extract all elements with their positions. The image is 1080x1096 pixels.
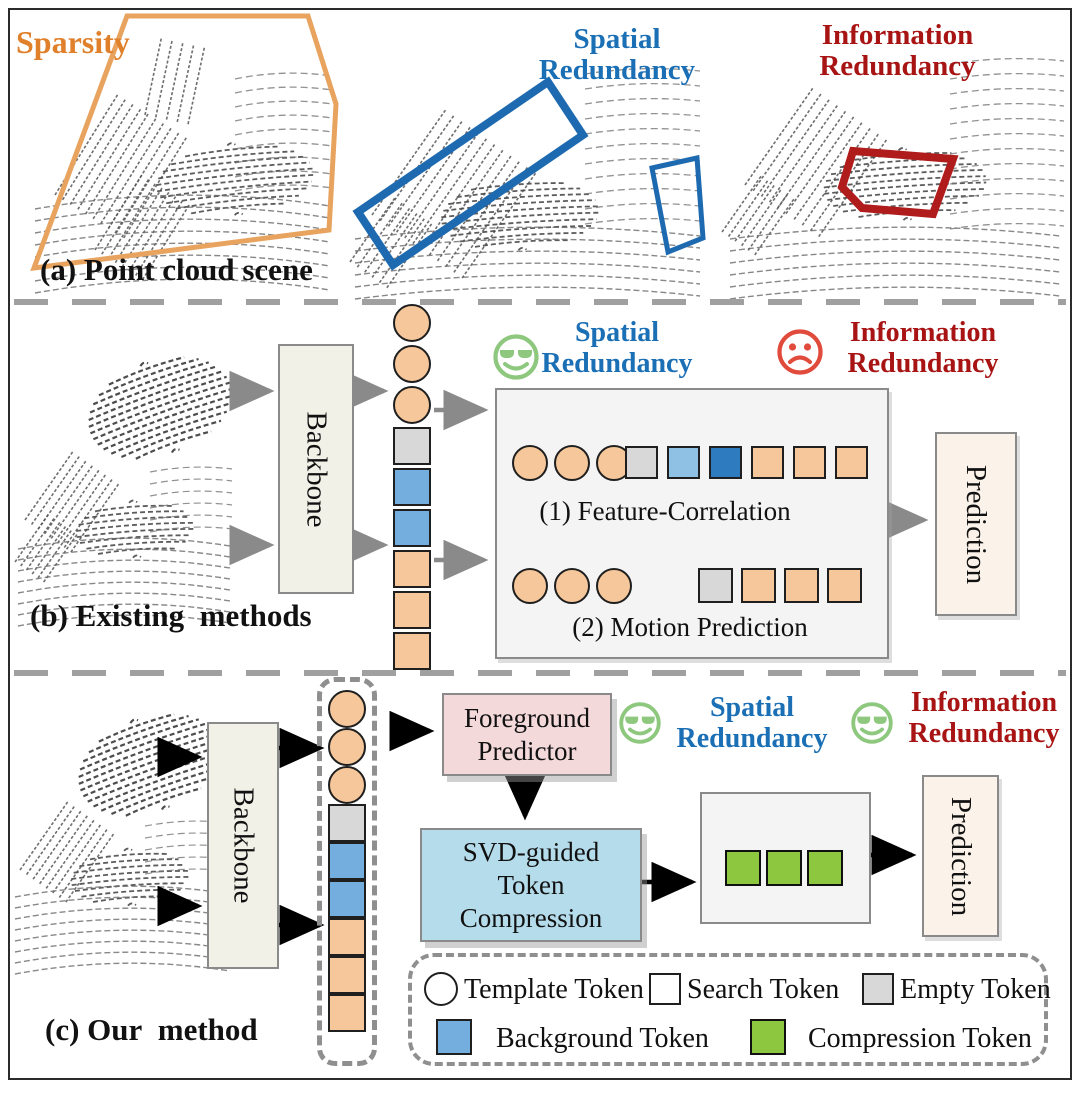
svd-token-compression-box (420, 828, 642, 942)
motion-prediction-label: (2) Motion Prediction (572, 612, 808, 642)
token-square-orange (827, 568, 862, 603)
token-square-orange (328, 918, 366, 956)
search-token-swatch (649, 973, 681, 1005)
token-square-orange (741, 568, 776, 603)
feature-correlation-label: (1) Feature-Correlation (539, 496, 791, 526)
background-token-swatch (436, 1019, 472, 1055)
panel-a-information-header: Information Redundancy (819, 19, 976, 82)
prediction-label-c: Prediction (945, 796, 978, 916)
svd-token-compression-label: SVD-guided Token Compression (459, 836, 603, 933)
token-column-c (317, 677, 377, 1066)
panel-c-caption: (c) Our method (45, 1012, 258, 1047)
panel-b-spatial-header: Spatial Redundancy (541, 317, 693, 379)
token-square-orange (751, 446, 784, 479)
foreground-predictor-label: Foreground Predictor (464, 702, 590, 766)
token-circle-orange (328, 728, 366, 766)
prediction-box-c (922, 775, 999, 937)
panel-a-caption: (a) Point cloud scene (40, 252, 313, 287)
token-square-blue (393, 509, 431, 547)
token-square-green (766, 850, 802, 886)
legend-template-label: Template Token (464, 974, 644, 1005)
correlation-search-tokens (625, 446, 868, 479)
prediction-box-b (935, 432, 1017, 616)
cool-face-icon (492, 333, 540, 381)
token-column-b (393, 304, 431, 670)
cool-face-icon (850, 701, 894, 745)
token-square-gray (625, 446, 658, 479)
correlation-template-tokens (512, 445, 632, 481)
token-square-blue (328, 842, 366, 880)
token-square-orange (393, 591, 431, 629)
template-token-swatch (424, 972, 458, 1006)
token-circle-orange (393, 345, 431, 383)
backbone-box-c (207, 722, 279, 969)
prediction-label-b: Prediction (960, 464, 993, 584)
token-square-blue (393, 468, 431, 506)
token-circle-orange (554, 568, 590, 604)
panel-b-information-header: Information Redundancy (847, 317, 999, 379)
token-circle-orange (328, 766, 366, 804)
panel-c-spatial-header: Spatial Redundancy (676, 692, 828, 754)
token-square-orange (328, 956, 366, 994)
token-square-gray (393, 427, 431, 465)
empty-token-swatch (862, 973, 894, 1005)
token-square-orange (393, 550, 431, 588)
token-square-blue (328, 880, 366, 918)
token-circle-orange (393, 386, 431, 424)
motion-search-tokens (698, 568, 862, 603)
legend-empty-label: Empty Token (900, 974, 1051, 1005)
token-circle-orange (596, 568, 632, 604)
foreground-predictor-box (442, 693, 612, 776)
backbone-label-b: Backbone (300, 411, 333, 527)
token-square-green (725, 850, 761, 886)
token-square-orange (393, 632, 431, 670)
legend-search-label: Search Token (687, 974, 840, 1005)
token-square-green (807, 850, 843, 886)
legend (408, 953, 1051, 1066)
panel-b-caption: (b) Existing methods (30, 598, 312, 633)
token-square-orange (835, 446, 868, 479)
token-square-darkblue (709, 446, 742, 479)
compression-token-swatch (750, 1019, 786, 1055)
token-circle-orange (328, 690, 366, 728)
panel-c-information-header: Information Redundancy (908, 687, 1060, 749)
token-square-orange (793, 446, 826, 479)
legend-background-label: Background Token (496, 1023, 709, 1054)
token-circle-orange (393, 304, 431, 342)
sad-face-icon (776, 328, 824, 376)
backbone-label-c: Backbone (227, 787, 260, 904)
motion-template-tokens (512, 568, 632, 604)
token-square-lightblue (667, 446, 700, 479)
token-circle-orange (512, 568, 548, 604)
token-square-gray (328, 804, 366, 842)
backbone-box-b (278, 344, 354, 594)
compression-tokens (725, 850, 843, 886)
token-square-orange (784, 568, 819, 603)
token-square-gray (698, 568, 733, 603)
panel-a-spatial-header: Spatial Redundancy (538, 23, 696, 86)
cool-face-icon (618, 701, 662, 745)
token-circle-orange (554, 445, 590, 481)
token-circle-orange (512, 445, 548, 481)
token-square-orange (328, 994, 366, 1032)
sparsity-label: Sparsity (16, 24, 130, 60)
legend-compression-label: Compression Token (808, 1023, 1032, 1054)
